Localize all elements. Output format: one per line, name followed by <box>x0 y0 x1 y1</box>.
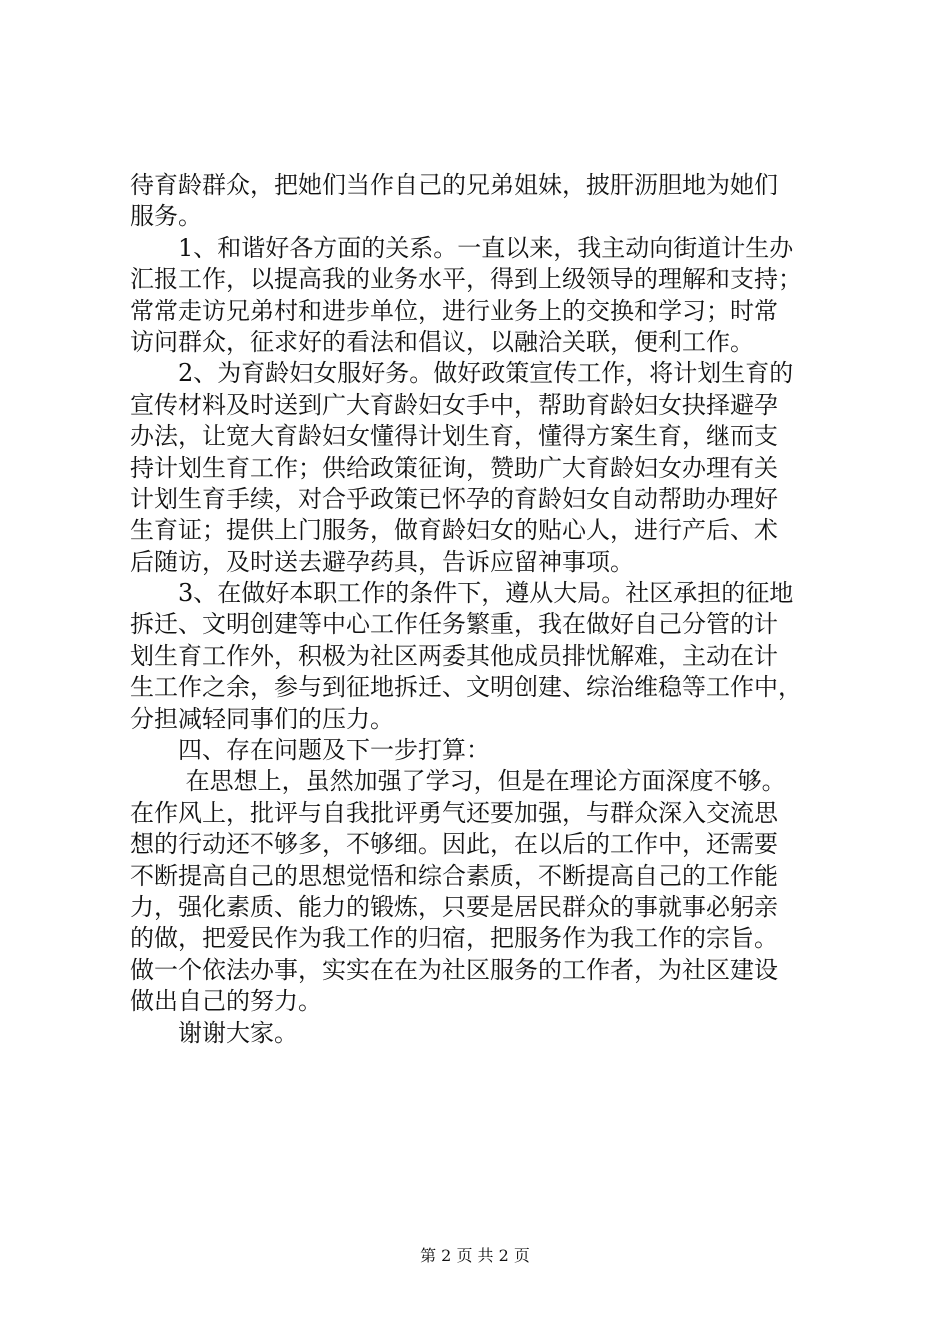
text-line: 在思想上，虽然加强了学习，但是在理论方面深度不够。 <box>130 767 786 796</box>
text-line: 汇报工作，以提高我的业务水平，得到上级领导的理解和支持； <box>130 265 802 294</box>
text-line: 待育龄群众，把她们当作自己的兄弟姐妹，披肝沥胆地为她们 <box>130 171 778 199</box>
text-line: 做一个依法办事，实实在在为社区服务的工作者，为社区建设 <box>130 955 778 984</box>
text-line: 力，强化素质、能力的锻炼，只要是居民群众的事就事必躬亲 <box>130 892 778 921</box>
text-line: 分担减轻同事们的压力。 <box>130 704 394 733</box>
text-line: 的做，把爱民作为我工作的归宿，把服务作为我工作的宗旨。 <box>130 924 778 953</box>
text-line: 常常走访兄弟村和进步单位，进行业务上的交换和学习；时常 <box>130 296 778 325</box>
page-footer: 第 2 页 共 2 页 <box>420 1246 530 1265</box>
text-line: 宣传材料及时送到广大育龄妇女手中，帮助育龄妇女抉择避孕 <box>130 390 778 419</box>
text-line: 服务。 <box>130 202 202 231</box>
text-line: 生工作之余，参与到征地拆迁、文明创建、综治维稳等工作中， <box>130 673 802 702</box>
text-line: 划生育工作外，积极为社区两委其他成员排忧解难，主动在计 <box>130 641 778 670</box>
text-line: 想的行动还不够多，不够细。因此，在以后的工作中，还需要 <box>130 830 778 859</box>
text-line: 2、为育龄妇女服好务。做好政策宣传工作，将计划生育的 <box>130 359 794 388</box>
text-line: 计划生育手续，对合乎政策已怀孕的育龄妇女自动帮助办理好 <box>130 484 778 513</box>
text-line: 不断提高自己的思想觉悟和综合素质，不断提高自己的工作能 <box>130 861 778 890</box>
text-line: 生育证；提供上门服务，做育龄妇女的贴心人，进行产后、术 <box>130 516 778 545</box>
text-line: 谢谢大家。 <box>130 1018 298 1047</box>
text-line: 1、和谐好各方面的关系。一直以来，我主动向街道计生办 <box>130 233 794 262</box>
text-line: 做出自己的努力。 <box>130 987 322 1016</box>
body-text <box>130 170 850 1049</box>
text-line: 持计划生育工作；供给政策征询，赞助广大育龄妇女办理有关 <box>130 453 778 482</box>
text-line: 办法，让宽大育龄妇女懂得计划生育，懂得方案生育，继而支 <box>130 422 778 451</box>
text-line: 3、在做好本职工作的条件下，遵从大局。社区承担的征地 <box>130 579 794 608</box>
text-line: 拆迁、文明创建等中心工作任务繁重，我在做好自己分管的计 <box>130 610 778 639</box>
text-line: 在作风上，批评与自我批评勇气还要加强，与群众深入交流思 <box>130 798 778 827</box>
text-line: 后随访，及时送去避孕药具，告诉应留神事项。 <box>130 547 634 576</box>
text-line: 四、存在问题及下一步打算： <box>130 736 490 765</box>
text-line: 访问群众，征求好的看法和倡议，以融洽关联，便利工作。 <box>130 327 754 356</box>
